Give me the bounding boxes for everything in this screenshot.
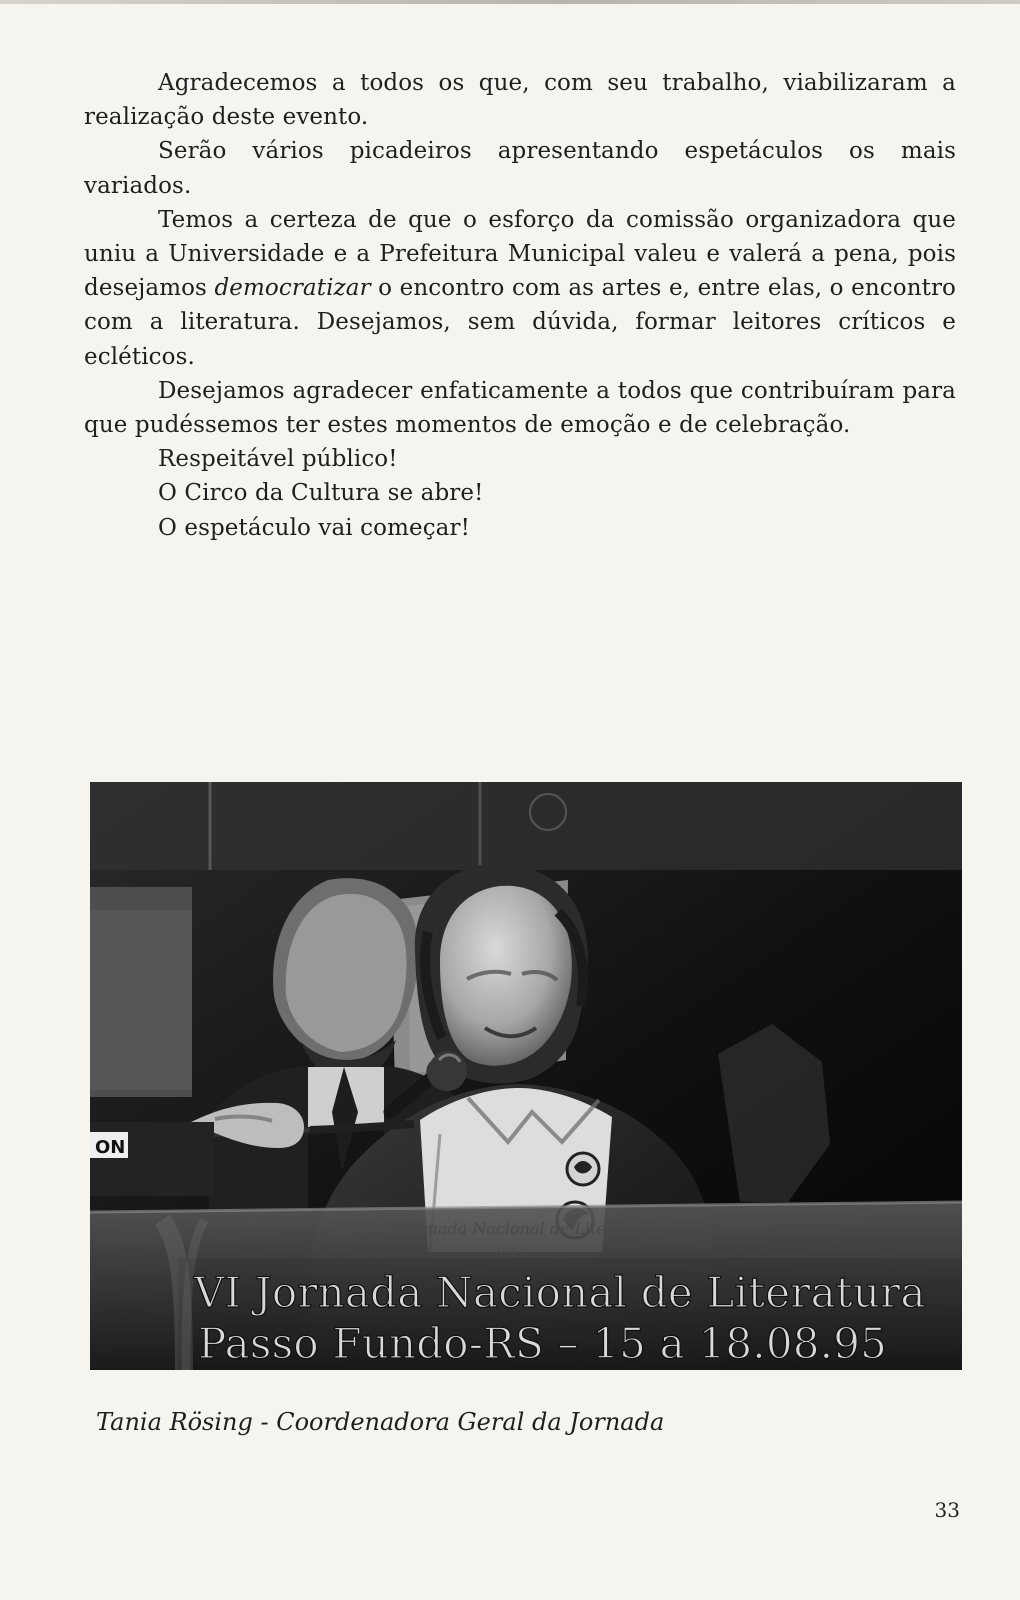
closing-line-circus: O Circo da Cultura se abre! <box>158 480 484 507</box>
background-panel-text: ON <box>95 1137 126 1158</box>
photo-dates: Passo Fundo-RS – 15 a 18.08.95 <box>198 1319 888 1368</box>
democratizar-emphasis: democratizar <box>214 275 371 302</box>
paragraph-gratitude: Desejamos agradecer enfaticamente a todos que contribuíram para que pudéssemos ter estes momentos de emoção e de celebração. <box>84 377 956 439</box>
photo-illustration <box>90 782 962 1370</box>
photo-caption: Tania Rösing - Coordenadora Geral da Jornada <box>96 1408 665 1436</box>
photo-title: VI Jornada Nacional de Literatura <box>194 1268 926 1317</box>
paragraph-certainty <box>84 203 956 374</box>
paragraph-thanks: Agradecemos a todos os que, com seu trabalho, viabilizaram a realização deste evento. <box>84 70 956 131</box>
paragraph-certainty-text-2: o encontro com as artes e, entre elas, o encontro com a literatura. Desejamos, sem dúvida, formar leitores críticos e ecléticos. <box>84 275 956 370</box>
page-edge <box>0 0 1020 4</box>
closing-line-public: Respeitável público! <box>158 446 398 473</box>
body-text <box>84 66 956 545</box>
closing-line-show: O espetáculo vai começar! <box>158 514 470 541</box>
event-photo <box>90 782 962 1370</box>
paragraph-arenas: Serão vários picadeiros apresentando espetáculos os mais variados. <box>84 138 956 199</box>
page-number: 33 <box>934 1498 960 1522</box>
paragraph-certainty-text-1: Temos a certeza de que o esforço da comissão organizadora que uniu a Universidade e a Prefeitura Municipal valeu e valerá a pena, pois desejamos <box>84 206 956 302</box>
